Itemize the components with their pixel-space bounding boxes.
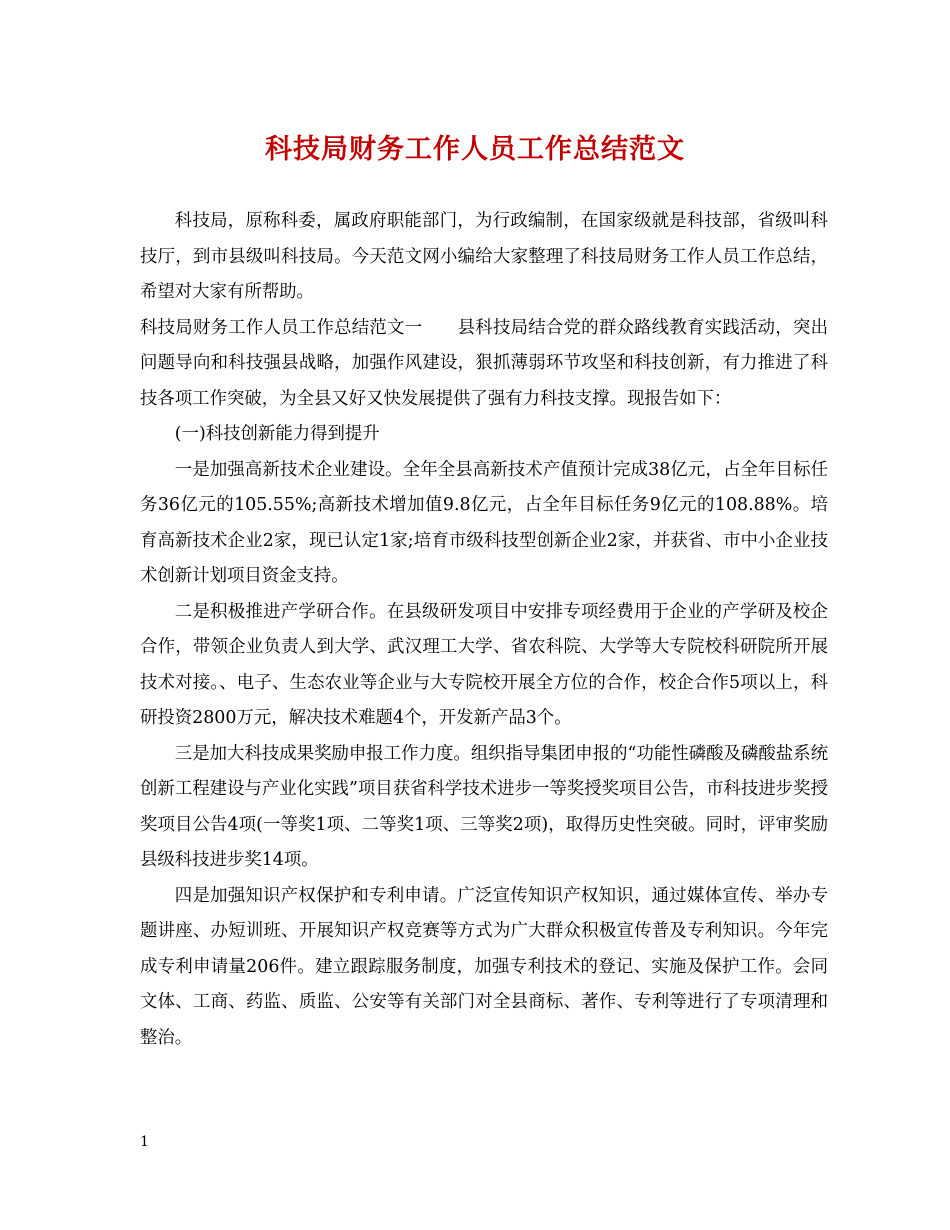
section-heading: (一)科技创新能力得到提升 (174, 424, 380, 444)
paragraph-high-tech: 一是加强高新技术企业建设。全年全县高新技术产值预计完成38亿元，占全年目标任务36亿元的105.55%;高新技术增加值9.8亿元，占全年目标任务9亿元的108.88%。培育高新技术企业2家，现已认定1家;培育市级科技型创新企业2家，并获省、市中小企业技术创新计划项目资金支持。 (140, 459, 828, 586)
paragraph-cooperation: 二是积极推进产学研合作。在县级研发项目中安排专项经费用于企业的产学研及校企合作，带领企业负责人到大学、武汉理工大学、省农科院、大学等大专院校科研院所开展技术对接。、电子、生态农业等企业与大专院校开展全方位的合作，校企合作5项以上，科研投资2800万元，解决技术难题4个，开发新产品3个。 (140, 601, 828, 728)
paragraph-intro: 科技局，原称科委，属政府职能部门，为行政编制，在国家级就是科技部，省级叫科技厅，到市县级叫科技局。今天范文网小编给大家整理了科技局财务工作人员工作总结，希望对大家有所帮助。 (140, 211, 828, 302)
page-number: 1 (140, 1134, 149, 1150)
document-body (140, 204, 828, 1056)
paragraph-ip-protection: 四是加强知识产权保护和专利申请。广泛宣传知识产权知识，通过媒体宣传、举办专题讲座、办短训班、开展知识产权竞赛等方式为广大群众积极宣传普及专利知识。今年完成专利申请量206件。建立跟踪服务制度，加强专利技术的登记、实施及保护工作。会同文体、工商、药监、质监、公安等有关部门对全县商标、著作、专利等进行了专项清理和整治。 (140, 885, 828, 1048)
paragraph-report-opening: 科技局财务工作人员工作总结范文一 县科技局结合党的群众路线教育实践活动，突出问题导向和科技强县战略，加强作风建设，狠抓薄弱环节攻坚和科技创新，有力推进了科技各项工作突破，为全县又好又快发展提供了强有力科技支撑。现报告如下： (140, 317, 828, 409)
paragraph-awards: 三是加大科技成果奖励申报工作力度。组织指导集团申报的“功能性磷酸及磷酸盐系统创新工程建设与产业化实践”项目获省科学技术进步一等奖授奖项目公告，市科技进步奖授奖项目公告4项(一等奖1项、二等奖1项、三等奖2项)，取得历史性突破。同时，评审奖励县级科技进步奖14项。 (140, 743, 828, 870)
document-title: 科技局财务工作人员工作总结范文 (265, 134, 685, 165)
